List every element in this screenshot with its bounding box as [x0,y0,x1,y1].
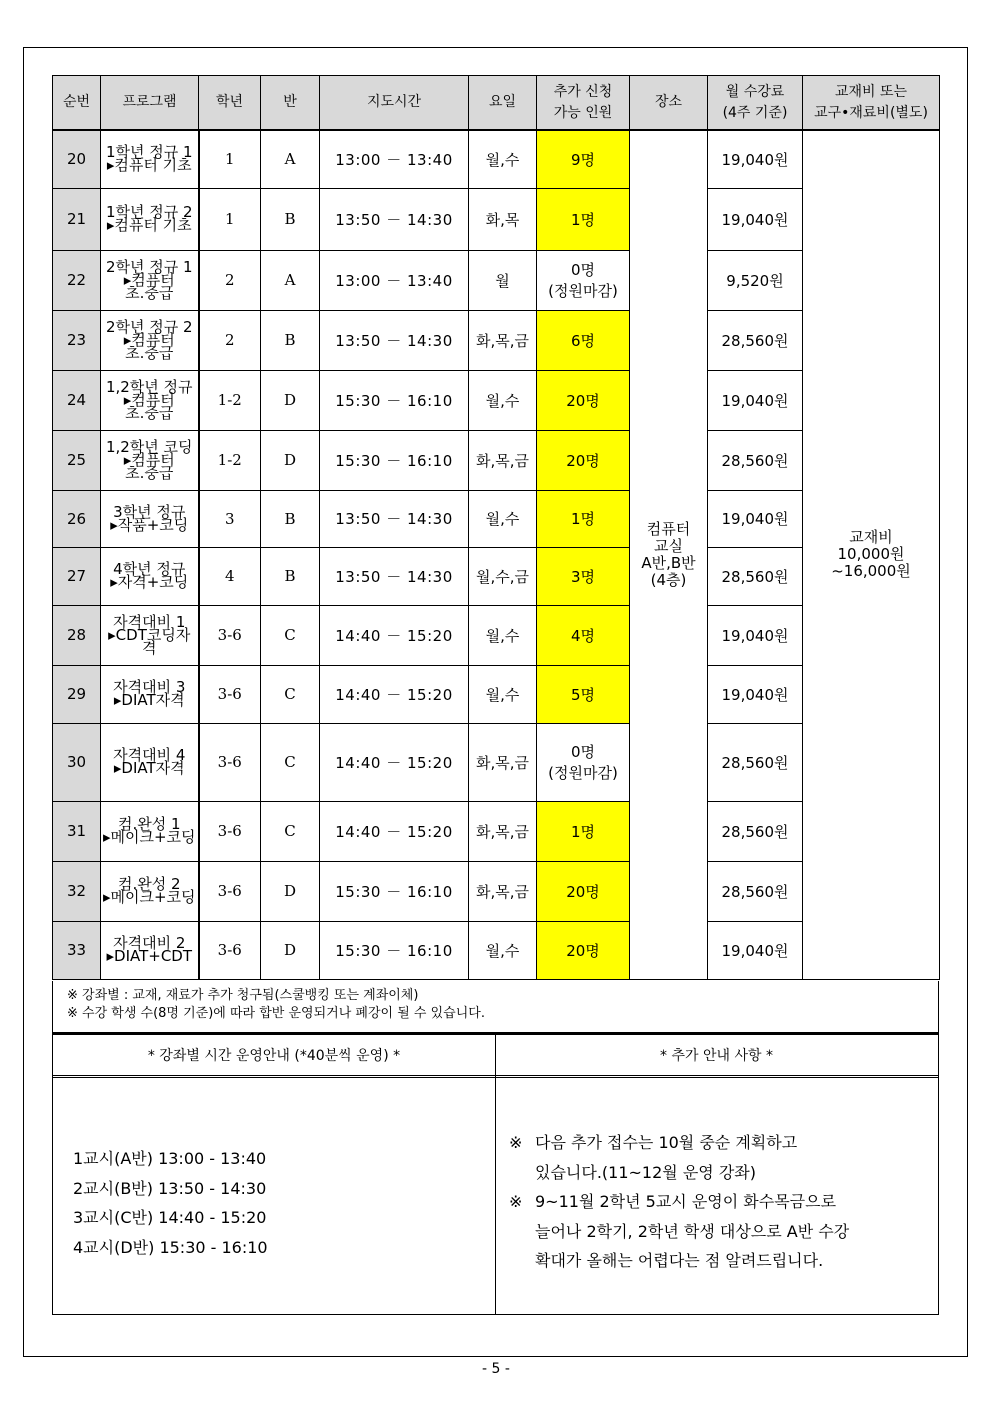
fee-cell: 19,040원 [708,665,803,723]
program-line: ▸컴퓨터 [123,450,175,469]
day-cell: 화,목,금 [469,310,537,370]
program-line: ▸CDT코딩자격 [108,625,191,657]
program-line: ▸DIAT+CDT [106,947,193,965]
availability-cell [537,723,630,801]
grade-cell: 2 [199,310,261,370]
grade-cell: 3-6 [199,801,261,861]
fee-cell: 19,040원 [708,130,803,188]
fee-cell: 28,560원 [708,861,803,921]
row-number: 28 [53,605,101,665]
program-name [101,130,199,188]
reference-mark: ※ [509,1133,523,1152]
time-cell: 13:50 － 14:30 [320,490,469,547]
program-line: 자격대비 2 [113,934,186,952]
row-number: 27 [53,547,101,605]
material-line: 교재비 [849,528,893,547]
availability-cell [537,430,630,490]
program-name [101,861,199,921]
fee-cell: 19,040원 [708,921,803,979]
program-name [101,250,199,310]
reference-mark: ※ [509,1192,523,1211]
program-line: 2학년 정규 1 [105,257,193,276]
time-cell: 13:00 － 13:40 [320,130,469,188]
time-cell: 14:40 － 15:20 [320,723,469,801]
fee-cell: 28,560원 [708,723,803,801]
extra-panel [495,1035,938,1314]
fee-cell: 9,520원 [708,250,803,310]
program-name [101,921,199,979]
program-name [101,605,199,665]
availability-line: 5명 [570,685,596,704]
program-name [101,665,199,723]
extra-line: 늘어나 2학기, 2학년 학생 대상으로 A반 수강 [535,1221,850,1241]
day-cell: 월,수 [469,921,537,979]
grade-cell: 3-6 [199,921,261,979]
row-number: 24 [53,370,101,430]
availability-cell [537,605,630,665]
availability-line: 20명 [566,451,600,470]
program-line: ▸자격+코딩 [110,573,189,591]
fee-cell: 19,040원 [708,188,803,250]
program-line: 3학년 정규 [113,502,186,521]
program-line: 1,2학년 코딩 [105,437,193,456]
class-cell: D [261,921,320,979]
availability-line: (정원마감) [548,282,618,300]
fee-cell: 28,560원 [708,430,803,490]
header-time: 지도시간 [320,76,469,131]
availability-line: 9명 [570,150,596,169]
availability-line: 20명 [566,882,600,901]
extra-item [509,1128,928,1187]
availability-cell [537,665,630,723]
row-number: 32 [53,861,101,921]
program-table [52,75,940,980]
class-cell: B [261,188,320,250]
program-name [101,723,199,801]
program-line: ▸컴퓨터 [123,270,175,289]
class-cell: A [261,130,320,188]
program-line: 초.중급 [125,463,174,482]
header-program: 프로그램 [101,76,199,131]
availability-cell [537,861,630,921]
fee-cell: 19,040원 [708,370,803,430]
class-cell: D [261,370,320,430]
day-cell: 화,목,금 [469,801,537,861]
row-number: 22 [53,250,101,310]
program-line: 자격대비 1 [113,612,186,631]
notes-box [52,981,939,1033]
class-cell: B [261,547,320,605]
program-line: 초.중급 [125,403,174,422]
program-line: ▸컴퓨터 [123,390,175,409]
day-cell: 월,수 [469,665,537,723]
program-line: 1학년 정규 1 [105,143,193,162]
program-line: ▸컴퓨터 기초 [106,216,192,234]
availability-cell [537,490,630,547]
time-cell: 14:40 － 15:20 [320,605,469,665]
availability-cell [537,921,630,979]
program-name [101,188,199,250]
day-cell: 월,수 [469,605,537,665]
header-material: 교재비 또는 교구•재료비(별도) [803,76,940,131]
day-cell: 화,목 [469,188,537,250]
class-cell: B [261,310,320,370]
time-cell: 14:40 － 15:20 [320,665,469,723]
grade-cell: 2 [199,250,261,310]
fee-cell: 19,040원 [708,605,803,665]
day-cell: 월,수 [469,490,537,547]
extra-line: 있습니다.(11~12월 운영 강좌) [535,1162,756,1182]
row-number: 25 [53,430,101,490]
program-line: ▸DIAT자격 [113,691,185,709]
program-name [101,430,199,490]
row-number: 30 [53,723,101,801]
time-cell: 13:50 － 14:30 [320,547,469,605]
place-line: 컴퓨터 [646,519,691,538]
class-cell: C [261,801,320,861]
grade-cell: 1 [199,188,261,250]
availability-cell [537,130,630,188]
day-cell: 월,수,금 [469,547,537,605]
availability-cell [537,250,630,310]
program-name [101,310,199,370]
day-cell: 월 [469,250,537,310]
row-number: 29 [53,665,101,723]
grade-cell: 1 [199,130,261,188]
program-line: 1,2학년 정규 [105,377,193,396]
availability-cell [537,801,630,861]
program-line: 1학년 정규 2 [105,203,193,221]
place-line: 교실 [654,536,683,555]
time-cell: 15:30 － 16:10 [320,430,469,490]
day-cell: 화,목,금 [469,723,537,801]
header-day: 요일 [469,76,537,131]
extra-title: * 추가 안내 사항 * [495,1035,938,1078]
material-line: ~16,000원 [831,562,911,581]
day-cell: 월,수 [469,370,537,430]
availability-line: 3명 [570,567,596,586]
row-number: 31 [53,801,101,861]
program-line: 컴.완성 1 [117,815,181,833]
grade-cell: 1-2 [199,430,261,490]
program-name [101,490,199,547]
info-box [52,1033,939,1315]
row-number: 33 [53,921,101,979]
fee-cell: 28,560원 [708,547,803,605]
availability-line: 4명 [570,626,596,645]
program-line: 컴.완성 2 [117,875,181,893]
header-grade: 학년 [199,76,261,131]
grade-cell: 3-6 [199,605,261,665]
program-line: 자격대비 4 [113,746,186,764]
day-cell: 화,목,금 [469,861,537,921]
row-number: 20 [53,130,101,188]
grade-cell: 3-6 [199,665,261,723]
program-line: 초.중급 [125,343,174,362]
grade-cell: 3-6 [199,861,261,921]
availability-line: 1명 [570,210,596,229]
program-name [101,370,199,430]
time-cell: 15:30 － 16:10 [320,921,469,979]
class-cell: D [261,861,320,921]
header-no: 순번 [53,76,101,131]
header-class: 반 [261,76,320,131]
note-line: ※ 강좌별 : 교재, 재료가 추가 청구됨(스쿨뱅킹 또는 계좌이체) [67,988,419,1003]
period-item: 4교시(D반) 15:30 - 16:10 [73,1237,268,1257]
availability-line: 1명 [570,510,596,528]
availability-line: 6명 [570,331,596,350]
extra-item [509,1187,928,1276]
availability-line: 0명 [570,261,596,279]
class-cell: A [261,250,320,310]
material-cell [803,130,940,979]
header-fee: 월 수강료 (4주 기준) [708,76,803,131]
availability-cell [537,310,630,370]
grade-cell: 3-6 [199,723,261,801]
place-cell [630,130,708,979]
time-cell: 14:40 － 15:20 [320,801,469,861]
availability-line: 1명 [570,822,596,841]
program-line: 초.중급 [125,283,174,302]
day-cell: 월,수 [469,130,537,188]
note-line: ※ 수강 학생 수(8명 기준)에 따라 합반 운영되거나 폐강이 될 수 있습니다. [67,1006,485,1021]
class-cell: D [261,430,320,490]
availability-cell [537,370,630,430]
class-cell: C [261,665,320,723]
program-line: ▸메이크+코딩 [102,828,196,846]
program-line: ▸DIAT자격 [113,759,185,777]
grade-cell: 3 [199,490,261,547]
class-cell: B [261,490,320,547]
place-line: (4층) [650,570,687,589]
program-line: ▸컴퓨터 [123,330,175,349]
availability-cell [537,188,630,250]
program-line: 4학년 정규 [113,560,186,578]
availability-line: 20명 [566,941,600,960]
place-line: A반,B반 [641,553,696,572]
row-number: 23 [53,310,101,370]
day-cell: 화,목,금 [469,430,537,490]
class-cell: C [261,605,320,665]
time-cell: 13:50 － 14:30 [320,310,469,370]
time-cell: 13:50 － 14:30 [320,188,469,250]
extra-line: 9~11월 2학년 5교시 운영이 화수목금으로 [535,1192,837,1211]
extra-line: 확대가 올해는 어렵다는 점 알려드립니다. [535,1251,824,1270]
availability-line: 20명 [566,391,600,410]
time-cell: 13:00 － 13:40 [320,250,469,310]
schedule-panel [53,1035,496,1314]
availability-line: (정원마감) [548,764,618,782]
fee-cell: 28,560원 [708,310,803,370]
availability-line: 0명 [570,743,596,761]
program-line: 2학년 정규 2 [105,317,193,336]
program-line: ▸작품+코딩 [110,515,189,534]
time-cell: 15:30 － 16:10 [320,861,469,921]
grade-cell: 1-2 [199,370,261,430]
schedule-title: * 강좌별 시간 운영안내 (*40분씩 운영) * [53,1035,495,1078]
row-number: 26 [53,490,101,547]
program-name [101,801,199,861]
grade-cell: 4 [199,547,261,605]
period-item: 2교시(B반) 13:50 - 14:30 [73,1178,267,1198]
row-number: 21 [53,188,101,250]
period-item: 1교시(A반) 13:00 - 13:40 [73,1149,267,1168]
page-number: - 5 - [482,1361,510,1377]
table-row [53,130,940,188]
program-name [101,547,199,605]
class-cell: C [261,723,320,801]
table-header-row [53,76,940,131]
material-line: 10,000원 [837,545,905,564]
header-place: 장소 [630,76,708,131]
header-avail: 추가 신청 가능 인원 [537,76,630,131]
time-cell: 15:30 － 16:10 [320,370,469,430]
program-line: ▸메이크+코딩 [102,888,196,906]
fee-cell: 28,560원 [708,801,803,861]
extra-line: 다음 추가 접수는 10월 중순 계획하고 [535,1133,798,1152]
program-line: 자격대비 3 [113,678,186,696]
program-line: ▸컴퓨터 기초 [106,156,192,175]
fee-cell: 19,040원 [708,490,803,547]
availability-cell [537,547,630,605]
period-item: 3교시(C반) 14:40 - 15:20 [73,1208,267,1227]
